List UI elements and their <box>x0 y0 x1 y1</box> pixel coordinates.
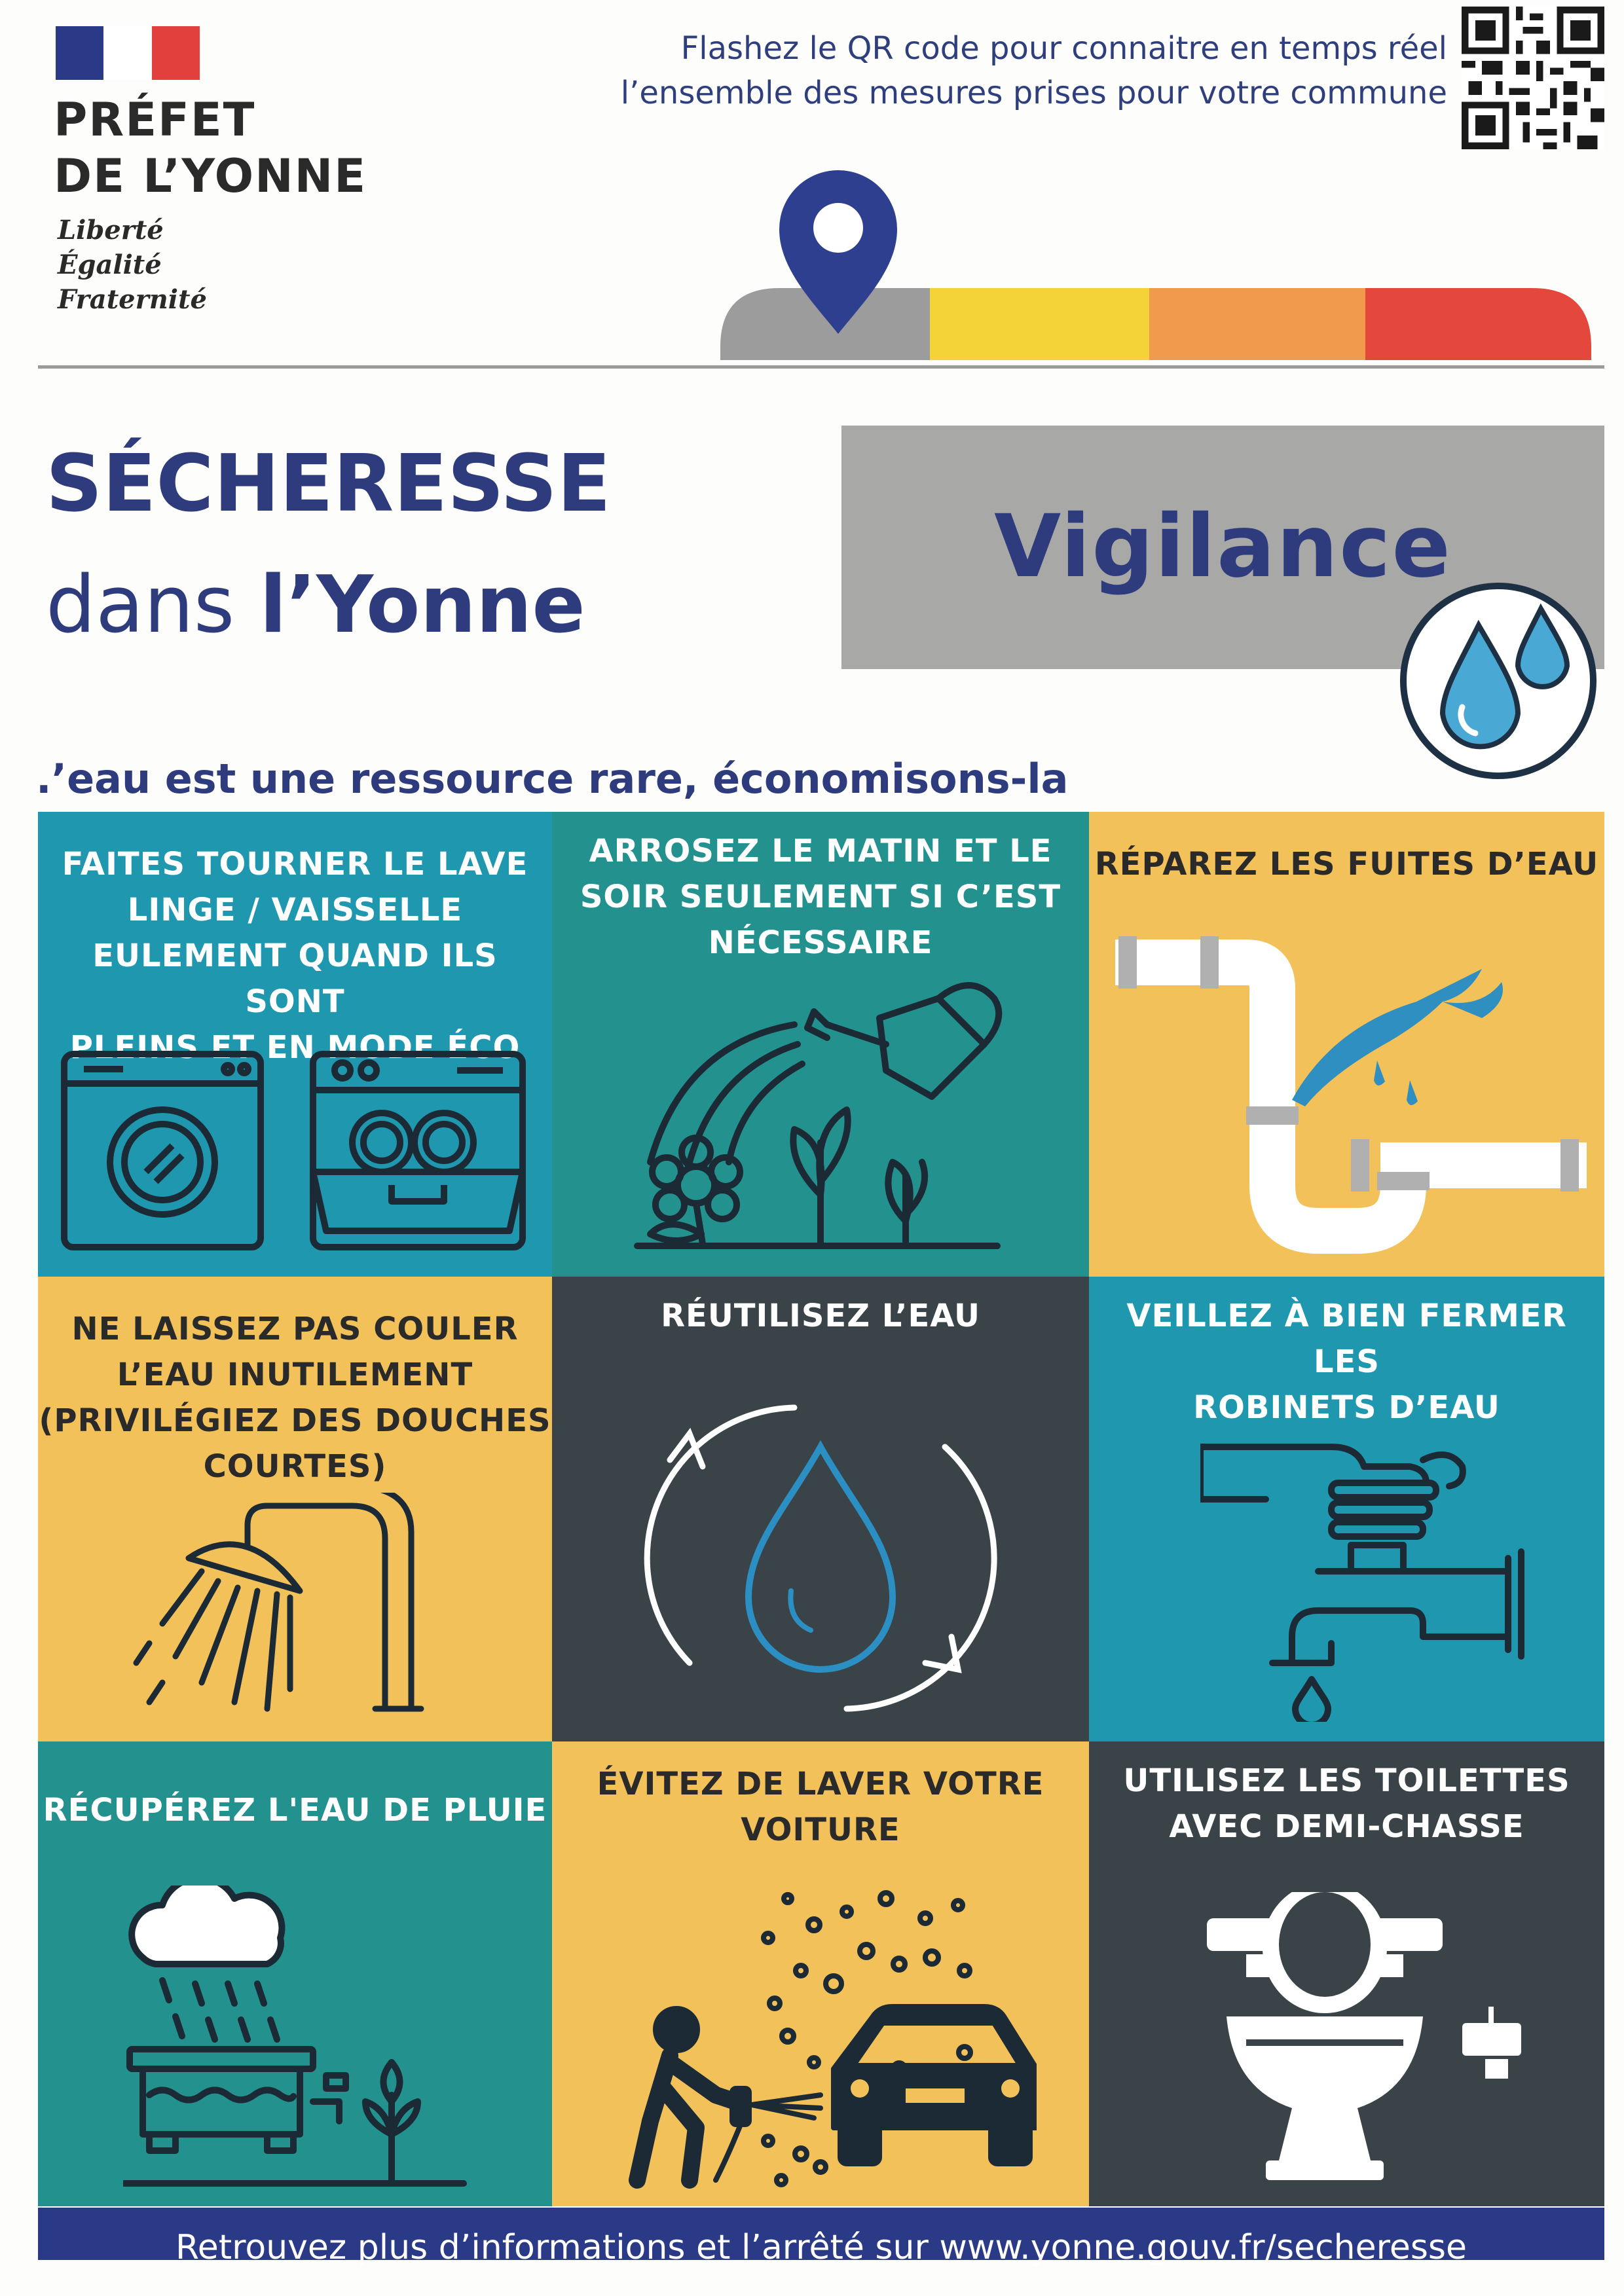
tip-card-leaks <box>1089 812 1604 1277</box>
shower-icon <box>123 1493 490 1728</box>
tap-icon <box>1200 1434 1554 1722</box>
qr-code-icon[interactable] <box>1462 7 1604 149</box>
car-wash-icon <box>618 1872 1037 2193</box>
tip-label: ARROSEZ LE MATIN ET LE SOIR SEULEMENT SI C’EST NÉCESSAIRE <box>580 833 1061 961</box>
toilet-icon <box>1207 1892 1547 2187</box>
tagline: .’eau est une ressource rare, économisons-la <box>36 755 1069 803</box>
footer-link-text[interactable]: Retrouvez plus d’informations et l’arrêté sur www.yonne.gouv.fr/secheresse <box>175 2228 1467 2267</box>
page-subtitle <box>46 560 585 651</box>
motto-fraternite: Fraternité <box>58 284 207 315</box>
alert-level-label: Vigilance <box>994 496 1452 597</box>
tip-label: ÉVITEZ DE LAVER VOTRE VOITURE <box>597 1766 1044 1848</box>
rain-barrel-icon <box>123 1886 490 2193</box>
authority-line-2: DE L’YONNE <box>54 149 367 203</box>
tip-label: RÉPAREZ LES FUITES D’EAU <box>1094 846 1599 883</box>
subtitle-place: l’Yonne <box>259 560 585 651</box>
header-divider <box>38 365 1604 369</box>
drought-level-gauge <box>720 151 1591 367</box>
qr-instructions-line-1: Flashez le QR code pour connaitre en temps réel <box>680 30 1447 67</box>
motto-egalite: Égalité <box>58 249 162 280</box>
recycle-drop-icon <box>631 1388 1010 1728</box>
tip-card-appliances <box>38 812 552 1277</box>
water-drops-icon <box>1393 579 1603 782</box>
tip-card-rainwater <box>38 1741 552 2206</box>
watering-can-icon <box>631 946 1024 1260</box>
gauge-segment-alerte <box>930 288 1149 360</box>
page-title: SÉCHERESSE <box>46 439 611 530</box>
tip-label: RÉUTILISEZ L’EAU <box>661 1298 980 1334</box>
tip-card-taps <box>1089 1277 1604 1741</box>
leaking-pipe-icon <box>1115 910 1587 1264</box>
washing-machine-dishwasher-icon <box>51 1034 539 1257</box>
subtitle-prefix: dans <box>46 560 260 651</box>
tip-card-carwash <box>552 1741 1089 2206</box>
tip-label: NE LAISSEZ PAS COULER L’EAU INUTILEMENT (PRIVILÉGIEZ DES DOUCHES COURTES) <box>39 1311 551 1485</box>
tip-card-watering <box>552 812 1089 1277</box>
qr-instructions <box>498 26 1447 115</box>
qr-instructions-line-2: l’ensemble des mesures prises pour votre commune <box>620 75 1447 111</box>
authority-line-1: PRÉFET <box>54 93 256 147</box>
gauge-segment-crise <box>1365 288 1591 360</box>
authority-name <box>54 92 420 204</box>
tip-card-toilets <box>1089 1741 1604 2206</box>
tips-grid <box>38 812 1604 2206</box>
motto-liberte: Liberté <box>58 215 164 246</box>
gauge-segment-alerte-renforcee <box>1149 288 1365 360</box>
tip-label: RÉCUPÉREZ L'EAU DE PLUIE <box>43 1792 547 1829</box>
tip-label: FAITES TOURNER LE LAVE LINGE / VAISSELLE EULEMENT QUAND ILS SONT PLEINS ET EN MODE ÉCO <box>62 846 528 1066</box>
tip-label: VEILLEZ À BIEN FERMER LES ROBINETS D’EAU <box>1126 1298 1567 1426</box>
republic-flag-logo <box>56 26 200 80</box>
tip-label: UTILISEZ LES TOILETTES AVEC DEMI-CHASSE <box>1123 1762 1570 1845</box>
tip-card-shower <box>38 1277 552 1741</box>
tip-card-reuse <box>552 1277 1089 1741</box>
